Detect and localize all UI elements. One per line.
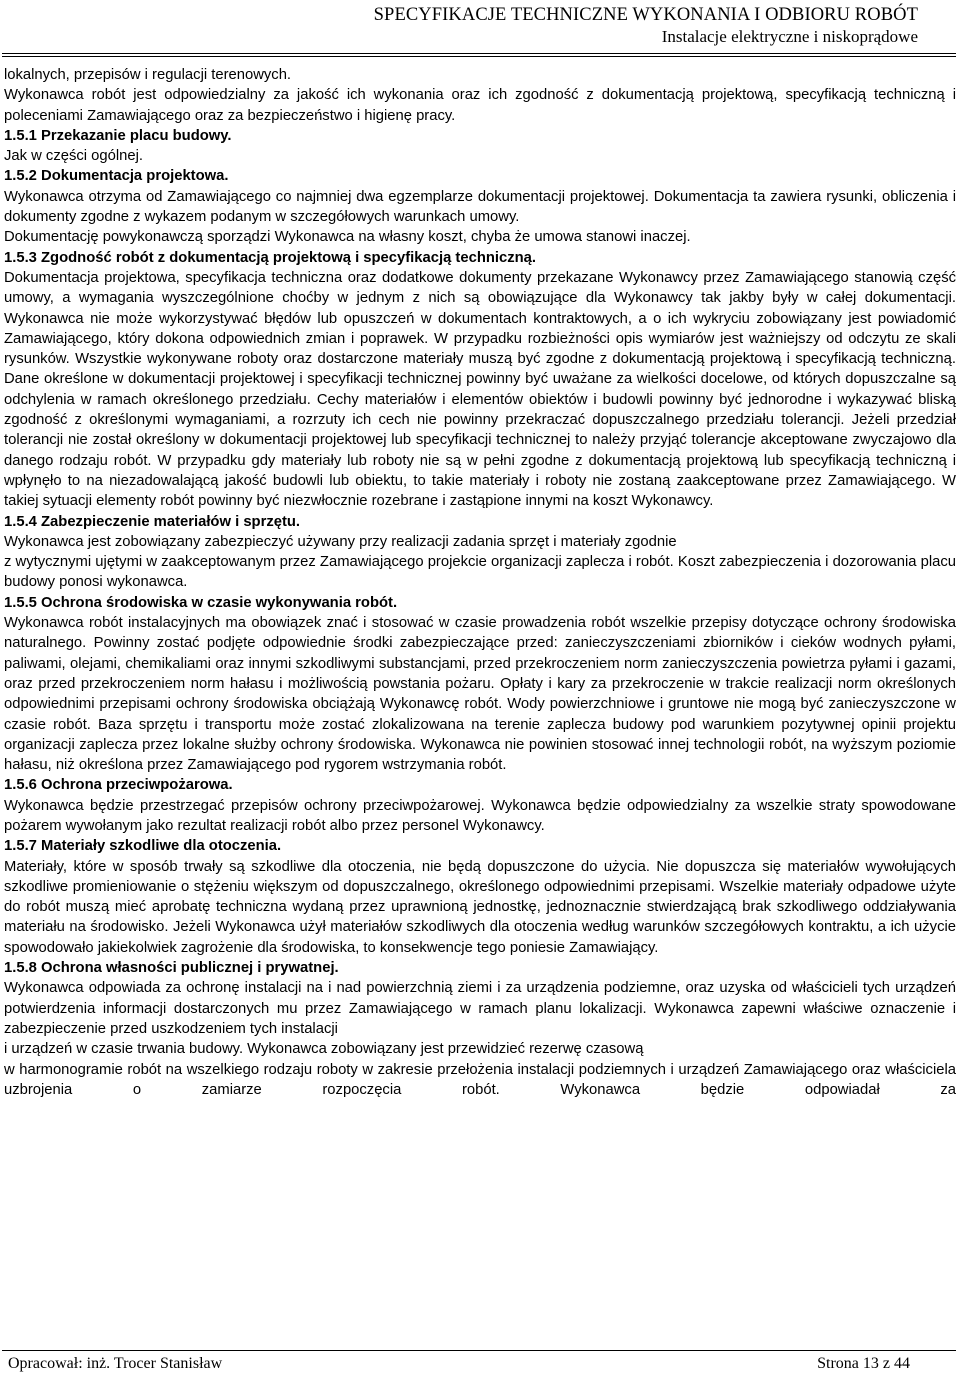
section-heading-1-5-7: 1.5.7 Materiały szkodliwe dla otoczenia. [4, 838, 282, 855]
footer-author: Opracował: inż. Trocer Stanisław [8, 1355, 223, 1372]
paragraph: Wykonawca robót jest odpowiedzialny za jakość ich wykonania oraz ich zgodność z dokumentacją projektową, specyfikacją techniczną i poleceniami Zamawiającego oraz za bezpieczeństwo i higienę pracy. [4, 87, 956, 124]
paragraph: lokalnych, przepisów i regulacji terenowych. [4, 67, 292, 83]
footer-divider [2, 1350, 956, 1351]
document-title: SPECYFIKACJE TECHNICZNE WYKONANIA I ODBIORU ROBÓT [373, 5, 918, 25]
paragraph: Wykonawca robót instalacyjnych ma obowiązek znać i stosować w czasie prowadzenia robót wszelkie przepisy dotyczące ochrony środowiska naturalnego. Powinny zostać podjęte odpowiednie środki zabezpieczające przed: zanieczyszczeniami zbiorników i cieków wodnych pyłami, paliwami, olejami, chemikaliami oraz innymi szkodliwymi substancjami, przed przekroczeniem norm zanieczyszczenia powietrza pyłami i gazami, oraz przed przekroczeniem norm hałasu i możliwością powstania pożaru. Opłaty i kary za przekroczenie w trakcie realizacji norm określonych odpowiednimi przepisami ochrony środowiska obciążają Wykonawcę robót. Wody powierzchniowe i gruntowe nie mogą być zanieczyszczone w czasie robót. Baza sprzętu i transportu może zostać zlokalizowana na terenie zaplecza budowy pod warunkiem pozytywnej opinii projektu organizacji zaplecza przez lokalne służby ochrony środowiska. Wykonawca nie powinien stosować innej technologii robót, na wyższym poziomie hałasu, niż określona przez Zamawiającego pod rygorem wstrzymania robót. [4, 615, 956, 774]
section-heading-1-5-3: 1.5.3 Zgodność robót z dokumentacją projektową i specyfikacją techniczną. [4, 249, 537, 266]
paragraph: w harmonogramie robót na wszelkiego rodzaju roboty w zakresie przełożenia instalacji podziemnych i urządzeń Zamawiającego oraz właściciela uzbrojenia o zamiarze rozpoczęcia robót. Wykonawca będzie odpowiadał za [4, 1061, 956, 1098]
document-body [4, 65, 956, 1100]
paragraph: Materiały, które w sposób trwały są szkodliwe dla otoczenia, nie będą dopuszczone do użycia. Nie dopuszcza się materiałów wywołujących szkodliwe promieniowanie o stężeniu większym od dopuszczalnego, określonego odpowiednimi przepisami. Wszelkie materiały odpadowe użyte do robót muszą mieć aprobatę techniczna wydaną przez uprawnioną jednostkę, jednoznacznie stwierdzającą brak szkodliwego oddziaływania materiału na środowisko. Jeżeli Wykonawca użył materiałów szkodliwych dla otoczenia według warunków szczegółowych kontraktu, a ich użycie spowodowało jakiekolwiek zagrożenie dla środowiska, to konsekwencje tego poniesie Zamawiający. [4, 858, 956, 956]
page-footer [8, 1355, 910, 1373]
paragraph: Wykonawca jest zobowiązany zabezpieczyć używany przy realizacji zadania sprzęt i materiały zgodnie [4, 533, 677, 550]
section-heading-1-5-6: 1.5.6 Ochrona przeciwpożarowa. [4, 777, 233, 794]
page-header [374, 4, 918, 48]
paragraph: Wykonawca odpowiada za ochronę instalacji na i nad powierzchnią ziemi i za urządzenia podziemne, oraz uzyska od właścicieli tych urządzeń potwierdzenia informacji dostarczonych mu przez Zamawiającego w ramach planu lokalizacji. Wykonawca zapewni właściwe oznaczenie i zabezpieczenie przed uszkodzeniem tych instalacji [4, 980, 956, 1037]
section-heading-1-5-8: 1.5.8 Ochrona własności publicznej i prywatnej. [4, 960, 339, 977]
document-subtitle: Instalacje elektryczne i niskoprądowe [661, 27, 918, 46]
header-divider-thin [2, 56, 956, 57]
section-heading-1-5-5: 1.5.5 Ochrona środowiska w czasie wykonywania robót. [4, 594, 398, 611]
paragraph: Wykonawca będzie przestrzegać przepisów ochrony przeciwpożarowej. Wykonawca będzie odpowiedzialny za wszelkie straty spowodowane pożarem wywołanym jako rezultat realizacji robót albo przez personel Wykonawcy. [4, 797, 956, 834]
section-heading-1-5-2: 1.5.2 Dokumentacja projektowa. [4, 168, 229, 185]
paragraph: z wytycznymi ujętymi w zaakceptowanym przez Zamawiającego projekcie organizacji zaplecza i robót. Koszt zabezpieczenia i dozorowania placu budowy ponosi wykonawca. [4, 554, 956, 591]
section-heading-1-5-1: 1.5.1 Przekazanie placu budowy. [4, 127, 232, 144]
section-heading-1-5-4: 1.5.4 Zabezpieczenie materiałów i sprzętu. [4, 513, 301, 530]
paragraph: Jak w części ogólnej. [4, 148, 143, 165]
paragraph: Wykonawca otrzyma od Zamawiającego co najmniej dwa egzemplarze dokumentacji projektowej. Dokumentacja ta zawiera rysunki, obliczenia i dokumenty zgodne z wykazem podanym w szczegółowych warunkach umowy. [4, 188, 956, 226]
paragraph: Dokumentację powykonawczą sporządzi Wykonawca na własny koszt, chyba że umowa stanowi inaczej. [4, 229, 691, 246]
page-number: Strona 13 z 44 [817, 1355, 910, 1372]
paragraph: i urządzeń w czasie trwania budowy. Wykonawca zobowiązany jest przewidzieć rezerwę czasową [4, 1041, 644, 1058]
paragraph: Dokumentacja projektowa, specyfikacja techniczna oraz dodatkowe dokumenty przekazane Wykonawcy przez Zamawiającego stanowią część umowy, a wymagania wyszczególnione choćby w jednym z nich są obowiązujące dla Wykonawcy tak jakby były w całej dokumentacji. Wykonawca nie może wykorzystywać błędów lub opuszczeń w dokumentach kontraktowych, a o ich wykryciu zobowiązany jest powiadomić Zamawiającego, który dokona odpowiednich zmian i poprawek. W przypadku rozbieżności opis wymiarów jest ważniejszy od odczytu ze skali rysunków. Wszystkie wykonywane roboty oraz dostarczone materiały muszą być zgodne z dokumentacją projektową i specyfikacją techniczną. Dane określone w dokumentacji projektowej i specyfikacji technicznej powinny być uważane za wielkości docelowe, od których dopuszczalne są odchylenia w ramach określonego przedziału. Cechy materiałów i elementów obiektów i budowli powinny być jednorodne i wykazywać bliską zgodność z określonymi wymaganiami, a rozrzuty ich cech nie powinny przekraczać dopuszczalnego przedziału tolerancji. Jeżeli przedział tolerancji nie został określony w dokumentacji projektowej lub specyfikacji technicznej to należy przyjąć tolerancje akceptowane zwyczajowo dla danego rodzaju robót. W przypadku gdy materiały lub roboty nie są w pełni zgodne z dokumentacją projektową lub specyfikacją techniczną i wpłynęło to na niezadowalającą jakość budowli lub obiektu, to takie materiały i roboty nie zostaną zaakceptowane przez Zamawiającego. W takiej sytuacji elementy robót powinny być niezwłocznie rozebrane i zastąpione innymi na koszt Wykonawcy. [4, 269, 956, 510]
header-divider [2, 53, 956, 54]
